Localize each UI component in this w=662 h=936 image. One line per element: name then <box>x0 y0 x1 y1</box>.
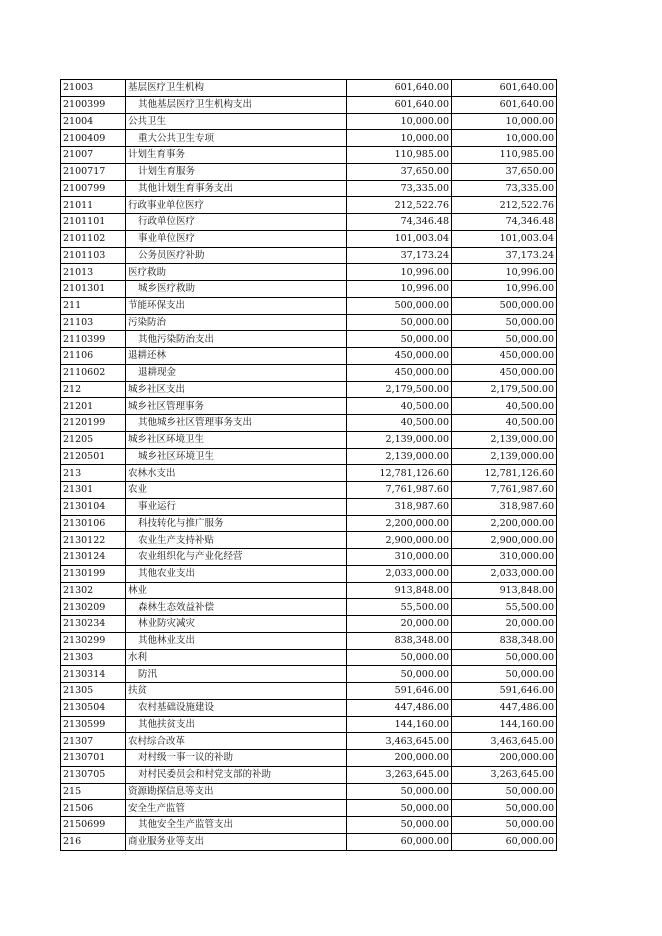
row-amount-1: 144,160.00 <box>347 716 452 733</box>
row-name: 其他基层医疗卫生机构支出 <box>126 96 347 113</box>
table-row <box>61 515 557 532</box>
row-amount-2: 10,000.00 <box>452 113 557 130</box>
row-code: 21007 <box>61 147 126 164</box>
row-code: 2130106 <box>61 515 126 532</box>
row-amount-2: 144,160.00 <box>452 716 557 733</box>
row-name: 其他安全生产监管支出 <box>126 817 347 834</box>
row-code: 212 <box>61 381 126 398</box>
table-row <box>61 465 557 482</box>
row-code: 2110399 <box>61 331 126 348</box>
row-amount-2: 74,346.48 <box>452 214 557 231</box>
row-amount-1: 50,000.00 <box>347 331 452 348</box>
table-row <box>61 549 557 566</box>
row-name: 林业防灾减灾 <box>126 616 347 633</box>
row-code: 21302 <box>61 582 126 599</box>
row-amount-1: 20,000.00 <box>347 616 452 633</box>
row-amount-2: 310,000.00 <box>452 549 557 566</box>
row-code: 2130199 <box>61 565 126 582</box>
row-amount-2: 2,200,000.00 <box>452 515 557 532</box>
row-amount-1: 74,346.48 <box>347 214 452 231</box>
row-amount-2: 20,000.00 <box>452 616 557 633</box>
row-amount-1: 40,500.00 <box>347 398 452 415</box>
row-name: 公务员医疗补助 <box>126 247 347 264</box>
row-name: 资源勘探信息等支出 <box>126 783 347 800</box>
row-code: 21013 <box>61 264 126 281</box>
table-row <box>61 297 557 314</box>
row-amount-2: 3,263,645.00 <box>452 766 557 783</box>
row-amount-1: 50,000.00 <box>347 783 452 800</box>
row-name: 城乡医疗救助 <box>126 281 347 298</box>
row-code: 2130599 <box>61 716 126 733</box>
row-name: 扶贫 <box>126 683 347 700</box>
row-amount-2: 2,179,500.00 <box>452 381 557 398</box>
row-amount-1: 2,139,000.00 <box>347 448 452 465</box>
row-code: 21303 <box>61 649 126 666</box>
row-amount-1: 50,000.00 <box>347 649 452 666</box>
row-name: 公共卫生 <box>126 113 347 130</box>
table-row <box>61 448 557 465</box>
row-code: 2130504 <box>61 699 126 716</box>
row-amount-2: 10,996.00 <box>452 264 557 281</box>
row-code: 2130701 <box>61 750 126 767</box>
row-code: 2130314 <box>61 666 126 683</box>
table-row <box>61 616 557 633</box>
row-name: 行政事业单位医疗 <box>126 197 347 214</box>
row-amount-2: 37,173.24 <box>452 247 557 264</box>
row-amount-1: 10,996.00 <box>347 264 452 281</box>
row-amount-1: 2,900,000.00 <box>347 532 452 549</box>
row-name: 城乡社区支出 <box>126 381 347 398</box>
row-name: 基层医疗卫生机构 <box>126 80 347 97</box>
table-row <box>61 817 557 834</box>
row-amount-1: 2,200,000.00 <box>347 515 452 532</box>
table-row <box>61 314 557 331</box>
row-name: 污染防治 <box>126 314 347 331</box>
row-amount-2: 101,003.04 <box>452 230 557 247</box>
row-amount-1: 450,000.00 <box>347 348 452 365</box>
row-code: 2100717 <box>61 163 126 180</box>
table-row <box>61 197 557 214</box>
table-row <box>61 565 557 582</box>
row-code: 2130124 <box>61 549 126 566</box>
row-amount-2: 50,000.00 <box>452 783 557 800</box>
row-amount-2: 200,000.00 <box>452 750 557 767</box>
row-amount-1: 500,000.00 <box>347 297 452 314</box>
row-code: 211 <box>61 297 126 314</box>
row-code: 2130122 <box>61 532 126 549</box>
row-code: 21003 <box>61 80 126 97</box>
row-amount-1: 200,000.00 <box>347 750 452 767</box>
table-row <box>61 331 557 348</box>
table-row <box>61 247 557 264</box>
row-code: 21305 <box>61 683 126 700</box>
row-amount-1: 3,263,645.00 <box>347 766 452 783</box>
row-amount-1: 3,463,645.00 <box>347 733 452 750</box>
row-amount-2: 40,500.00 <box>452 415 557 432</box>
table-row <box>61 130 557 147</box>
row-amount-1: 447,486.00 <box>347 699 452 716</box>
row-name: 其他农业支出 <box>126 565 347 582</box>
row-name: 行政单位医疗 <box>126 214 347 231</box>
row-code: 2101103 <box>61 247 126 264</box>
row-amount-1: 101,003.04 <box>347 230 452 247</box>
row-amount-1: 450,000.00 <box>347 364 452 381</box>
table-row <box>61 482 557 499</box>
row-name: 医疗救助 <box>126 264 347 281</box>
table-row <box>61 415 557 432</box>
row-amount-2: 500,000.00 <box>452 297 557 314</box>
table-row <box>61 666 557 683</box>
table-row <box>61 163 557 180</box>
row-amount-2: 447,486.00 <box>452 699 557 716</box>
row-amount-2: 450,000.00 <box>452 364 557 381</box>
row-amount-2: 55,500.00 <box>452 599 557 616</box>
row-name: 农村基础设施建设 <box>126 699 347 716</box>
row-name: 水利 <box>126 649 347 666</box>
row-code: 2110602 <box>61 364 126 381</box>
table-row <box>61 532 557 549</box>
row-amount-2: 318,987.60 <box>452 498 557 515</box>
row-code: 2100409 <box>61 130 126 147</box>
row-name: 节能环保支出 <box>126 297 347 314</box>
row-amount-1: 318,987.60 <box>347 498 452 515</box>
table-row <box>61 230 557 247</box>
row-amount-2: 7,761,987.60 <box>452 482 557 499</box>
row-amount-2: 50,000.00 <box>452 331 557 348</box>
row-amount-1: 2,139,000.00 <box>347 431 452 448</box>
row-code: 215 <box>61 783 126 800</box>
table-row <box>61 214 557 231</box>
row-amount-1: 2,179,500.00 <box>347 381 452 398</box>
row-amount-2: 73,335.00 <box>452 180 557 197</box>
row-code: 2101102 <box>61 230 126 247</box>
table-row <box>61 398 557 415</box>
row-amount-2: 60,000.00 <box>452 833 557 850</box>
row-amount-1: 73,335.00 <box>347 180 452 197</box>
row-code: 21106 <box>61 348 126 365</box>
row-code: 2130705 <box>61 766 126 783</box>
row-amount-2: 50,000.00 <box>452 314 557 331</box>
row-code: 2130209 <box>61 599 126 616</box>
row-amount-1: 212,522.76 <box>347 197 452 214</box>
row-code: 2120199 <box>61 415 126 432</box>
row-amount-2: 2,139,000.00 <box>452 448 557 465</box>
row-amount-2: 10,000.00 <box>452 130 557 147</box>
table-row <box>61 783 557 800</box>
row-name: 对村级一事一议的补助 <box>126 750 347 767</box>
row-code: 21201 <box>61 398 126 415</box>
row-code: 21011 <box>61 197 126 214</box>
table-row <box>61 498 557 515</box>
row-name: 城乡社区管理事务 <box>126 398 347 415</box>
table-row <box>61 281 557 298</box>
row-amount-1: 50,000.00 <box>347 800 452 817</box>
row-name: 城乡社区环境卫生 <box>126 448 347 465</box>
table-row <box>61 699 557 716</box>
row-amount-1: 40,500.00 <box>347 415 452 432</box>
row-amount-1: 110,985.00 <box>347 147 452 164</box>
table-row <box>61 364 557 381</box>
budget-table <box>60 79 557 851</box>
row-code: 21307 <box>61 733 126 750</box>
table-row <box>61 381 557 398</box>
table-row <box>61 348 557 365</box>
row-amount-2: 212,522.76 <box>452 197 557 214</box>
row-amount-1: 601,640.00 <box>347 80 452 97</box>
row-name: 事业单位医疗 <box>126 230 347 247</box>
row-amount-1: 310,000.00 <box>347 549 452 566</box>
row-name: 农业生产支持补贴 <box>126 532 347 549</box>
row-code: 2150699 <box>61 817 126 834</box>
row-amount-2: 450,000.00 <box>452 348 557 365</box>
row-name: 森林生态效益补偿 <box>126 599 347 616</box>
row-name: 防汛 <box>126 666 347 683</box>
row-name: 农村综合改革 <box>126 733 347 750</box>
row-amount-1: 10,000.00 <box>347 113 452 130</box>
table-row <box>61 750 557 767</box>
row-name: 安全生产监管 <box>126 800 347 817</box>
row-amount-1: 913,848.00 <box>347 582 452 599</box>
row-amount-1: 10,000.00 <box>347 130 452 147</box>
table-row <box>61 96 557 113</box>
table-row <box>61 632 557 649</box>
row-amount-2: 37,650.00 <box>452 163 557 180</box>
row-amount-2: 601,640.00 <box>452 96 557 113</box>
row-name: 城乡社区环境卫生 <box>126 431 347 448</box>
row-code: 2100799 <box>61 180 126 197</box>
table-row <box>61 582 557 599</box>
row-name: 农业组织化与产业化经营 <box>126 549 347 566</box>
table-row <box>61 649 557 666</box>
row-amount-1: 7,761,987.60 <box>347 482 452 499</box>
row-name: 对村民委员会和村党支部的补助 <box>126 766 347 783</box>
row-code: 2120501 <box>61 448 126 465</box>
row-amount-1: 60,000.00 <box>347 833 452 850</box>
row-amount-2: 913,848.00 <box>452 582 557 599</box>
row-amount-1: 2,033,000.00 <box>347 565 452 582</box>
row-name: 计划生育事务 <box>126 147 347 164</box>
row-name: 其他污染防治支出 <box>126 331 347 348</box>
row-amount-2: 40,500.00 <box>452 398 557 415</box>
row-amount-2: 110,985.00 <box>452 147 557 164</box>
row-amount-2: 838,348.00 <box>452 632 557 649</box>
row-amount-2: 601,640.00 <box>452 80 557 97</box>
row-code: 2101101 <box>61 214 126 231</box>
row-name: 其他城乡社区管理事务支出 <box>126 415 347 432</box>
row-amount-2: 2,139,000.00 <box>452 431 557 448</box>
row-code: 213 <box>61 465 126 482</box>
row-code: 2130299 <box>61 632 126 649</box>
row-name: 农林水支出 <box>126 465 347 482</box>
row-amount-2: 50,000.00 <box>452 666 557 683</box>
row-code: 216 <box>61 833 126 850</box>
row-amount-1: 55,500.00 <box>347 599 452 616</box>
row-name: 科技转化与推广服务 <box>126 515 347 532</box>
row-amount-1: 50,000.00 <box>347 817 452 834</box>
row-name: 退耕还林 <box>126 348 347 365</box>
row-amount-2: 50,000.00 <box>452 800 557 817</box>
row-amount-1: 50,000.00 <box>347 666 452 683</box>
row-code: 21301 <box>61 482 126 499</box>
row-name: 事业运行 <box>126 498 347 515</box>
row-name: 计划生育服务 <box>126 163 347 180</box>
table-row <box>61 683 557 700</box>
row-amount-2: 10,996.00 <box>452 281 557 298</box>
table-row <box>61 833 557 850</box>
row-amount-2: 50,000.00 <box>452 817 557 834</box>
table-row <box>61 113 557 130</box>
row-amount-2: 12,781,126.60 <box>452 465 557 482</box>
row-code: 21506 <box>61 800 126 817</box>
row-amount-1: 37,650.00 <box>347 163 452 180</box>
row-code: 2100399 <box>61 96 126 113</box>
row-code: 2130104 <box>61 498 126 515</box>
budget-table-body <box>61 80 557 851</box>
table-row <box>61 766 557 783</box>
row-amount-1: 10,996.00 <box>347 281 452 298</box>
row-amount-2: 50,000.00 <box>452 649 557 666</box>
row-amount-1: 591,646.00 <box>347 683 452 700</box>
row-name: 其他计划生育事务支出 <box>126 180 347 197</box>
row-amount-2: 3,463,645.00 <box>452 733 557 750</box>
row-amount-1: 838,348.00 <box>347 632 452 649</box>
row-amount-1: 601,640.00 <box>347 96 452 113</box>
row-code: 21205 <box>61 431 126 448</box>
table-row <box>61 716 557 733</box>
row-amount-2: 2,033,000.00 <box>452 565 557 582</box>
table-row <box>61 431 557 448</box>
row-name: 其他林业支出 <box>126 632 347 649</box>
row-amount-2: 591,646.00 <box>452 683 557 700</box>
table-row <box>61 264 557 281</box>
row-code: 2101301 <box>61 281 126 298</box>
row-name: 农业 <box>126 482 347 499</box>
row-name: 林业 <box>126 582 347 599</box>
row-name: 退耕现金 <box>126 364 347 381</box>
row-amount-1: 50,000.00 <box>347 314 452 331</box>
table-row <box>61 800 557 817</box>
row-amount-2: 2,900,000.00 <box>452 532 557 549</box>
row-code: 2130234 <box>61 616 126 633</box>
table-row <box>61 80 557 97</box>
row-name: 商业服务业等支出 <box>126 833 347 850</box>
row-name: 其他扶贫支出 <box>126 716 347 733</box>
table-row <box>61 180 557 197</box>
table-row <box>61 599 557 616</box>
row-code: 21004 <box>61 113 126 130</box>
row-code: 21103 <box>61 314 126 331</box>
row-amount-1: 37,173.24 <box>347 247 452 264</box>
table-row <box>61 147 557 164</box>
row-name: 重大公共卫生专项 <box>126 130 347 147</box>
row-amount-1: 12,781,126.60 <box>347 465 452 482</box>
table-row <box>61 733 557 750</box>
